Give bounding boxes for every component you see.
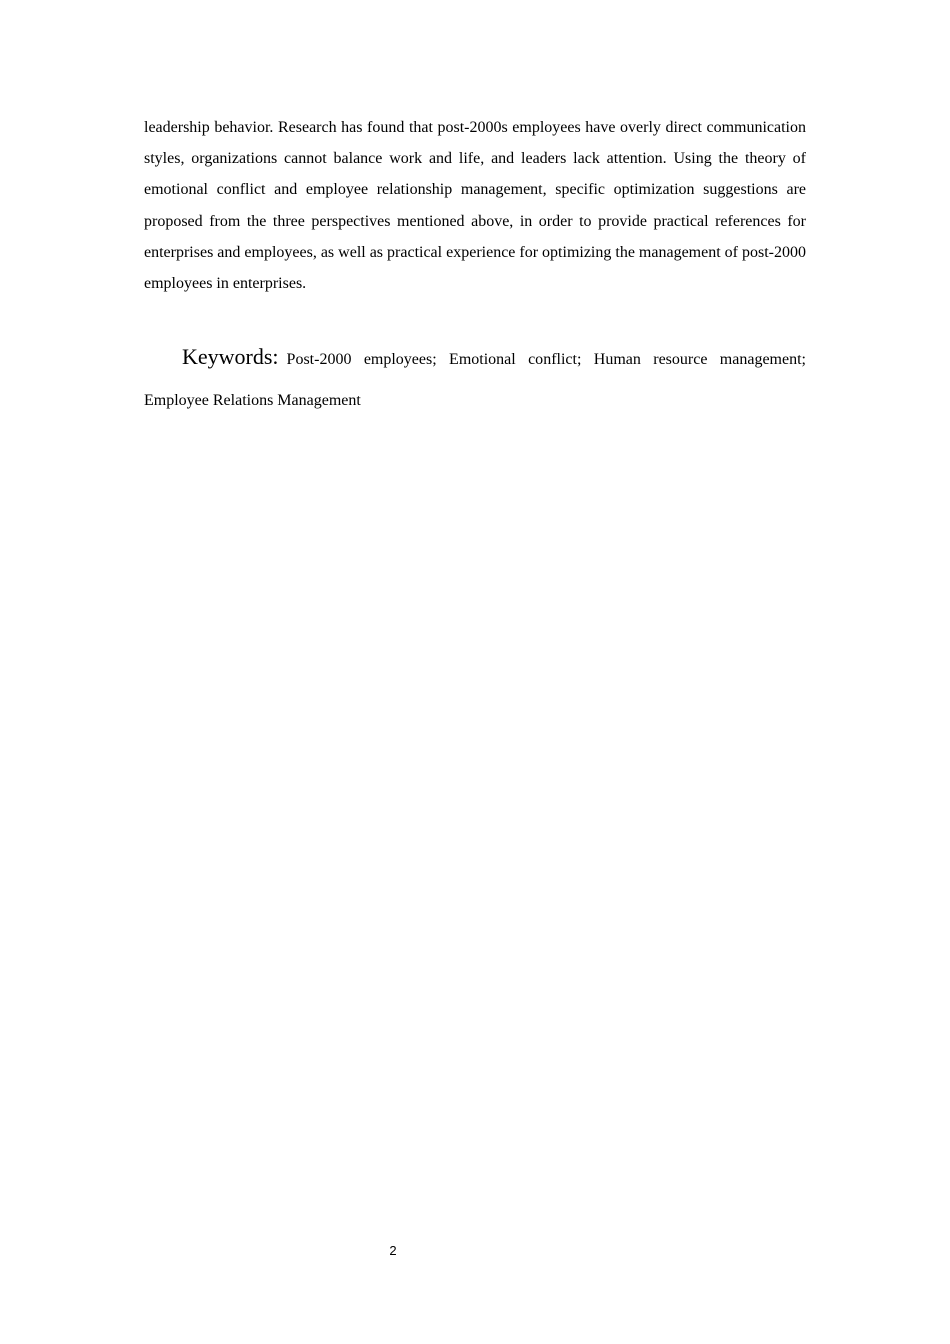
keywords-paragraph (144, 336, 806, 421)
keywords-label: Keywords: (182, 344, 279, 369)
abstract-paragraph: leadership behavior. Research has found that post-2000s employees have overly direct communication styles, organizations cannot balance work and life, and leaders lack attention. Using the theory of emotional conflict and employee relationship management, specific optimization suggestions are proposed from the three perspectives mentioned above, in order to provide practical references for enterprises and employees, as well as practical experience for optimizing the management of post-2000 employees in enterprises. (144, 119, 806, 293)
keywords-text: Post-2000 employees; Emotional conflict; Human resource management; Employee Relations Management (144, 351, 806, 409)
page-number: 2 (389, 1243, 397, 1258)
